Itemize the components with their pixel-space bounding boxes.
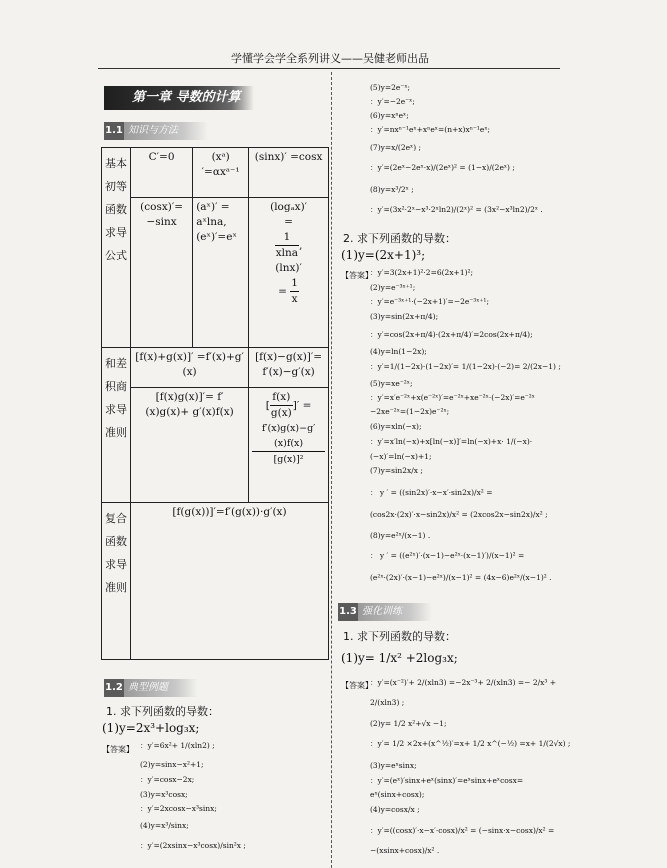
numerator: f(x)	[270, 390, 293, 406]
question-2-part-1: (1)y=(2x+1)³;	[341, 248, 426, 262]
answer-line: ：y′=x′ln(−x)+x[ln(−x)]′=ln(−x)+x· 1/(−x)·	[370, 437, 533, 446]
log-rule: (logₐx)′ = $\frac{1}{xlna}$ , (lnx)′ = $\frac{1}{x}$	[249, 198, 329, 348]
answer-line: eˣ(sinx+cosx);	[370, 790, 425, 799]
question-2: 2. 求下列函数的导数：	[343, 232, 456, 245]
answer-line: (e²ˣ·(2x)′·(x−1)−e²ˣ)/(x−1)² = (4x−6)e²ˣ/(x−1)² .	[370, 573, 552, 582]
answer-line: (6)y=xⁿeˣ;	[370, 111, 409, 120]
answer-tag: 【答案】	[341, 681, 373, 690]
section-title: 典型例题	[124, 679, 198, 697]
answer-line: ：y′=2xcosx−x³sinx;	[140, 804, 217, 813]
quotient-rule: [ $\frac{f(x)}{g(x)}$ ]′ = $\frac{f'(x)g(x)-g'(x)f(x)}{\text{[g(x)]²}}$	[249, 388, 329, 503]
answer-line: ： y ′ = ((sin2x)′·x−x′·sin2x)/x² =	[370, 488, 493, 497]
answer-line: ：y′=(x⁻²)′+ 2/(xln3) =−2x⁻³+ 2/(xln3) =− 2/x³ +	[370, 678, 557, 687]
answer-line: (4)y=x³/sinx;	[140, 821, 189, 830]
page-header: 学懂学会学全系列讲义——吴健老师出品	[231, 52, 429, 65]
answer-line: −(xsinx+cosx)/x² .	[370, 846, 440, 855]
answer-line: ：y′= 1/2 ×2x+(x^½)′=x+ 1/2 x^(−½) =x+ 1/(2√x) ;	[370, 739, 571, 748]
answer-line: (5)y=2e⁻ˣ;	[370, 83, 411, 92]
drill-question: 1. 求下列函数的导数：	[343, 630, 456, 643]
exp-rule-line-1: (aˣ)′ =	[196, 201, 230, 213]
answer-line: (2)y=e⁻³ˣ⁺¹;	[370, 283, 416, 292]
exp-rule-line-3: (eˣ)′=eˣ	[196, 231, 237, 243]
section-title: 强化训练	[358, 603, 432, 621]
answer-line: ： y ′ = ((e²ˣ)′·(x−1)−e²ˣ·(x−1)′)/(x−1)² =	[370, 551, 525, 560]
answer-line: (7)y=x/(2eˣ) ;	[370, 143, 422, 152]
quotient-fraction	[270, 390, 293, 421]
answer-line: (8)y=e²ˣ/(x−1) .	[370, 531, 431, 540]
answer-line: 2/(xln3) ;	[370, 698, 405, 707]
answer-line: ：y′=e⁻³ˣ⁺¹·(−2x+1)′=−2e⁻³ˣ⁺¹;	[370, 297, 489, 306]
answer-line: (8)y=x³/2ˣ ;	[370, 185, 414, 194]
difference-rule: [f(x)−g(x)]′= f′(x)−g′(x)	[249, 348, 329, 388]
log-rule-line-1: (logₐx)′	[270, 201, 308, 213]
answer-tag: 【答案】	[102, 745, 134, 754]
answer-line: (7)y=sin2x/x ;	[370, 466, 423, 475]
denominator: x	[291, 293, 298, 305]
section-title: 知识与方法	[124, 122, 208, 140]
cos-rule: (cosx)′= −sinx	[131, 198, 193, 348]
exp-rule	[193, 198, 249, 348]
section-number: 1.3	[338, 603, 358, 621]
example-part-1: (1)y=2x³+log₃x;	[102, 721, 200, 735]
answer-line: (5)y=xe⁻²ˣ;	[370, 379, 413, 388]
answer-line: (−x)′=ln(−x)+1;	[370, 452, 432, 461]
answer-line: ：y′=nxⁿ⁻¹eˣ+xⁿeˣ=(n+x)xⁿ⁻¹eˣ;	[370, 125, 491, 134]
denominator: [g(x)]²	[273, 454, 304, 465]
section-number: 1.1	[104, 122, 124, 140]
chapter-banner: 第一章 导数的计算	[104, 86, 254, 110]
answer-tag: 【答案】	[341, 271, 373, 280]
arith-rules-label: 和差积商求导准则	[102, 348, 131, 503]
section-number: 1.2	[104, 679, 124, 697]
chain-rule: [f(g(x))]′=f′(g(x))·g′(x)	[131, 503, 329, 660]
constant-rule: C′=0	[131, 148, 193, 198]
answer-line: ：y′=(eˣ)′sinx+eˣ(sinx)′=eˣsinx+eˣcosx=	[370, 776, 524, 785]
answer-line: ：y′=x′e⁻²ˣ+x(e⁻²ˣ)′=e⁻²ˣ+xe⁻²ˣ·(−2x)′=e⁻²ˣ	[370, 393, 535, 402]
answer-line: ：y′=1/(1−2x)·(1−2x)′= 1/(1−2x)·(−2)= 2/(2x−1) ;	[370, 362, 561, 371]
answer-line: ：y′=3(2x+1)²·2=6(2x+1)²;	[370, 268, 474, 277]
section-1-2-tag	[104, 679, 198, 697]
answer-line: ：y′=6x²+ 1/(xln2) ;	[140, 741, 215, 750]
answer-line: (2)y= 1/2 x²+√x −1;	[370, 719, 447, 728]
product-rule: [f(x)g(x)]′= f′(x)g(x)+ g′(x)f(x)	[131, 388, 249, 503]
answer-line: (2)y=sinx−x²+1;	[140, 760, 204, 769]
formula-table	[101, 147, 329, 660]
example-question: 1. 求下列函数的导数：	[106, 705, 219, 718]
answer-line: −2xe⁻²ˣ=(1−2x)e⁻²ˣ;	[370, 407, 450, 416]
quotient-eq: ′ =	[296, 399, 312, 412]
sum-rule: [f(x)+g(x)]′ =f′(x)+g′(x)	[131, 348, 249, 388]
answer-line: (3)y=eˣsinx;	[370, 761, 417, 770]
quotient-result	[252, 421, 325, 467]
header-rule	[98, 68, 560, 69]
drill-part-1: (1)y= 1/x² +2log₃x;	[341, 651, 458, 665]
power-rule: (xᵃ)′=αxᵃ⁻¹	[193, 148, 249, 198]
numerator: 1	[290, 276, 299, 292]
column-divider	[331, 72, 332, 868]
section-1-3-tag	[338, 603, 432, 621]
numerator: 1	[275, 230, 299, 246]
composite-rule-label: 复合函数求导准则	[102, 503, 131, 660]
answer-line: ：y′=cosx−2x;	[140, 775, 195, 784]
section-1-1-tag	[104, 122, 208, 140]
answer-line: (4)y=ln(1−2x);	[370, 347, 427, 356]
basic-formulas-label: 基本初等函数求导公式	[102, 148, 131, 348]
ln-rule-line: (lnx)′	[275, 262, 302, 274]
answer-line: ：y′=(2eˣ−2eˣ·x)/(2eˣ)² = (1−x)/(2eˣ) ;	[370, 163, 515, 172]
ln-rule-fraction	[290, 276, 299, 307]
log-rule-eq: =	[284, 216, 293, 228]
answer-line: ：y′=−2e⁻ˣ;	[370, 97, 415, 106]
exp-rule-line-2: aˣlna,	[196, 216, 227, 228]
answer-line: ：y′=((cosx)′·x−x′·cosx)/x² = (−sinx·x−cosx)/x² =	[370, 826, 555, 835]
answer-line: ：y′=cos(2x+π/4)·(2x+π/4)′=2cos(2x+π/4);	[370, 330, 533, 339]
answer-line: (cos2x·(2x)′·x−sin2x)/x² = (2xcos2x−sin2x)/x² ;	[370, 510, 548, 519]
answer-line: (3)y=x³cosx;	[140, 790, 188, 799]
answer-line: (4)y=cosx/x ;	[370, 805, 420, 814]
answer-line: (6)y=xln(−x);	[370, 422, 422, 431]
denominator: g(x)	[270, 407, 292, 419]
denominator: xlna	[275, 247, 299, 259]
answer-line: ：y′=(2xsinx−x³cosx)/sin²x ;	[140, 841, 246, 850]
log-rule-fraction	[275, 230, 299, 261]
sin-rule: (sinx)′ =cosx	[249, 148, 329, 198]
answer-line: (3)y=sin(2x+π/4);	[370, 312, 439, 321]
numerator: f′(x)g(x)−g′(x)f(x)	[252, 421, 325, 452]
answer-line: ：y′=(3x²·2ˣ−x³·2ˣln2)/(2ˣ)² = (3x²−x³ln2)/2ˣ .	[370, 205, 543, 214]
